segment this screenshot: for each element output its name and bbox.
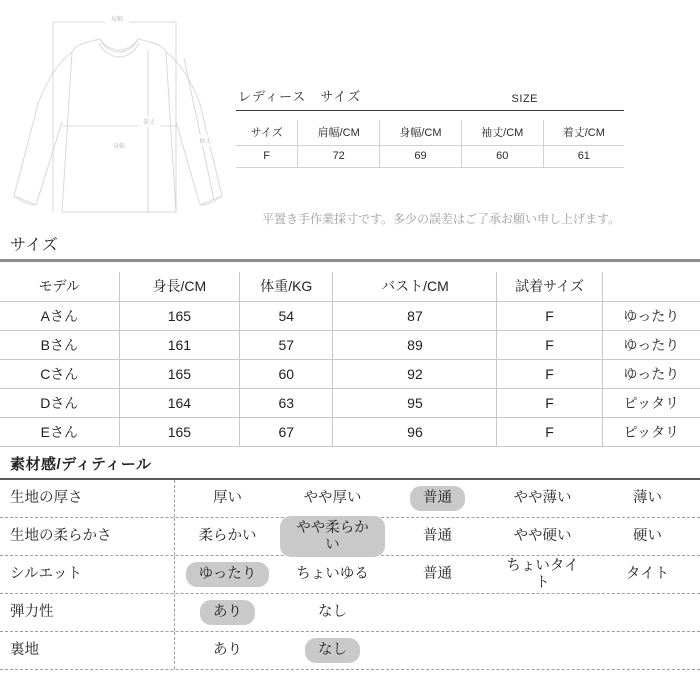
table-row	[0, 389, 700, 418]
spec-size-row	[236, 146, 624, 168]
material-option[interactable]: 厚い	[213, 490, 242, 507]
model-cell: ゆったり	[602, 360, 700, 389]
model-header-cell: 身長/CM	[119, 272, 239, 302]
model-cell: 63	[240, 389, 333, 418]
model-cell: Aさん	[0, 302, 119, 331]
spec-size-cell: 69	[380, 146, 462, 168]
spec-size-cell: F	[236, 146, 298, 168]
model-cell: 57	[240, 331, 333, 360]
material-option[interactable]: ちょいタイト	[506, 557, 579, 591]
material-option[interactable]: 薄い	[633, 490, 662, 507]
material-option[interactable]: 普通	[423, 566, 452, 583]
material-option[interactable]: タイト	[625, 566, 670, 583]
material-option-group	[175, 556, 700, 593]
model-cell: Dさん	[0, 389, 119, 418]
model-header-cell	[602, 272, 700, 302]
material-row-softness	[0, 518, 700, 556]
figure-label-sleeve: 袖丈	[198, 139, 212, 145]
model-cell: 165	[119, 418, 239, 447]
table-row	[0, 360, 700, 389]
model-header-cell: バスト/CM	[333, 272, 497, 302]
material-option-group	[175, 632, 700, 669]
figure-label-body-width: 身幅	[112, 144, 126, 150]
material-row-thickness	[0, 480, 700, 518]
ladies-size-title: レディース サイズ	[238, 89, 362, 104]
material-row-label: 弾力性	[0, 594, 175, 631]
model-header-cell: 試着サイズ	[497, 272, 602, 302]
table-row	[0, 302, 700, 331]
model-cell: 67	[240, 418, 333, 447]
material-row-label: 生地の厚さ	[0, 480, 175, 517]
model-cell: ゆったり	[602, 331, 700, 360]
material-option-group	[175, 518, 700, 555]
material-row-label: シルエット	[0, 556, 175, 593]
spec-size-cell: 61	[543, 146, 624, 168]
material-option-selected[interactable]: あり	[175, 600, 280, 625]
material-option[interactable]: あり	[213, 642, 242, 659]
material-row-elasticity	[0, 594, 700, 632]
model-cell: 164	[119, 389, 239, 418]
ladies-size-block	[236, 86, 624, 168]
model-cell: 165	[119, 302, 239, 331]
material-section-heading: 素材感/ディティール	[10, 456, 152, 473]
model-header-row	[0, 272, 700, 302]
model-cell: F	[497, 389, 602, 418]
material-option[interactable]: 柔らかい	[198, 528, 257, 545]
model-header-cell: 体重/KG	[240, 272, 333, 302]
ladies-size-header	[236, 86, 624, 111]
figure-label-length: 着丈	[142, 120, 156, 126]
table-row	[0, 418, 700, 447]
model-header-cell: モデル	[0, 272, 119, 302]
spec-size-table	[236, 120, 624, 168]
model-cell: ピッタリ	[602, 389, 700, 418]
top-section	[0, 0, 700, 232]
material-option-group	[175, 594, 700, 631]
material-option[interactable]: 硬い	[633, 528, 662, 545]
model-cell: F	[497, 360, 602, 389]
model-cell: 161	[119, 331, 239, 360]
model-cell: 54	[240, 302, 333, 331]
model-section-heading: サイズ	[10, 237, 59, 254]
model-cell: ピッタリ	[602, 418, 700, 447]
model-cell: F	[497, 418, 602, 447]
model-cell: 92	[333, 360, 497, 389]
table-row	[0, 331, 700, 360]
spec-size-header-cell: 身幅/CM	[380, 120, 462, 146]
model-size-table	[0, 272, 700, 447]
material-option[interactable]: 普通	[423, 528, 452, 545]
model-cell: Cさん	[0, 360, 119, 389]
spec-size-cell: 72	[298, 146, 380, 168]
spec-size-header-cell: 着丈/CM	[543, 120, 624, 146]
material-option-selected[interactable]: 普通	[385, 486, 490, 511]
material-row-label: 裏地	[0, 632, 175, 669]
material-row-silhouette	[0, 556, 700, 594]
model-cell: 87	[333, 302, 497, 331]
spec-size-header-cell: サイズ	[236, 120, 298, 146]
model-cell: F	[497, 302, 602, 331]
garment-diagram	[0, 0, 232, 232]
spec-size-header-cell: 袖丈/CM	[461, 120, 543, 146]
model-size-section	[0, 232, 700, 447]
material-option[interactable]: なし	[318, 604, 347, 621]
model-cell: 95	[333, 389, 497, 418]
material-option[interactable]: やや厚い	[303, 490, 362, 507]
material-table	[0, 480, 700, 670]
model-cell: Bさん	[0, 331, 119, 360]
material-option-selected[interactable]: なし	[280, 638, 385, 663]
material-option[interactable]: やや薄い	[513, 490, 572, 507]
model-cell: 60	[240, 360, 333, 389]
material-row-label: 生地の柔らかさ	[0, 518, 175, 555]
material-option-selected[interactable]: ゆったり	[175, 562, 280, 587]
model-cell: 165	[119, 360, 239, 389]
figure-label-shoulder: 肩幅	[110, 17, 124, 23]
model-cell: Eさん	[0, 418, 119, 447]
material-option[interactable]: ちょいゆる	[296, 566, 369, 583]
spec-size-header-row	[236, 120, 624, 146]
spec-size-cell: 60	[461, 146, 543, 168]
ladies-size-subtitle: SIZE	[511, 93, 538, 105]
model-cell: ゆったり	[602, 302, 700, 331]
material-option-group	[175, 480, 700, 517]
measurement-note: 平置き手作業採寸です。多少の誤差はご了承お願い申し上げます。	[262, 212, 621, 226]
model-cell: F	[497, 331, 602, 360]
material-detail-section	[0, 447, 700, 670]
model-cell: 89	[333, 331, 497, 360]
material-option[interactable]: やや硬い	[513, 528, 572, 545]
material-option-selected[interactable]: やや柔らかい	[280, 516, 385, 557]
spec-size-header-cell: 肩幅/CM	[298, 120, 380, 146]
model-cell: 96	[333, 418, 497, 447]
material-row-lining	[0, 632, 700, 670]
